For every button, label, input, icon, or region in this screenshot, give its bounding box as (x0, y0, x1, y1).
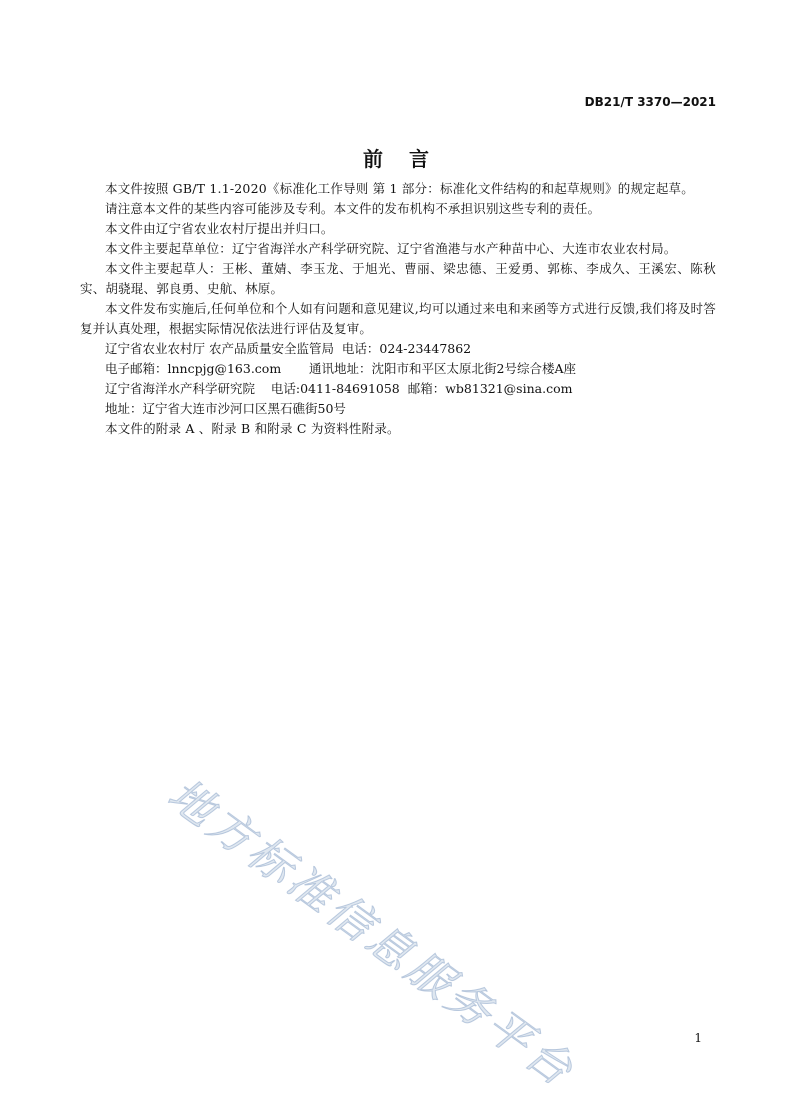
contact-line-email-address: 电子邮箱：lnncpjg@163.com 通讯地址：沈阳市和平区太原北街2号综合楼A座 (105, 361, 576, 376)
contact-line-department: 辽宁省农业农村厅 农产品质量安全监管局 电话：024-23447862 (105, 341, 472, 356)
standard-code: DB21/T 3370—2021 (584, 95, 716, 109)
paragraph-feedback: 本文件发布实施后,任何单位和个人如有问题和意见建议,均可以通过来电和来函等方式进行反馈,我们将及时答复并认真处理，根据实际情况依法进行评估及复审。 (80, 301, 716, 336)
paragraph-patent-notice: 请注意本文件的某些内容可能涉及专利。本文件的发布机构不承担识别这些专利的责任。 (105, 201, 601, 216)
contact-line-institute-address: 地址：辽宁省大连市沙河口区黑石礁街50号 (105, 401, 346, 416)
foreword-content (80, 179, 716, 439)
contact-line-institute: 辽宁省海洋水产科学研究院 电话:0411-84691058 邮箱：wb81321@sina.com (105, 381, 573, 396)
paragraph-drafting-basis: 本文件按照 GB/T 1.1-2020《标准化工作导则 第 1 部分：标准化文件结构的和起草规则》的规定起草。 (105, 181, 694, 196)
paragraph-appendix-note: 本文件的附录 A 、附录 B 和附录 C 为资料性附录。 (105, 421, 400, 436)
paragraph-drafters: 本文件主要起草人：王彬、董婧、李玉龙、于旭光、曹丽、梁忠德、王爱勇、郭栋、李成久、王溪宏、陈秋实、胡骁琨、郭良勇、史航、林原。 (80, 261, 716, 296)
page-title: 前言 (363, 147, 455, 171)
page-number: 1 (694, 1031, 702, 1045)
watermark: 地方标准信息服务平台 (158, 768, 585, 1099)
paragraph-drafting-units: 本文件主要起草单位：辽宁省海洋水产科学研究院、辽宁省渔港与水产种苗中心、大连市农业农村局。 (105, 241, 677, 256)
paragraph-proposer: 本文件由辽宁省农业农村厅提出并归口。 (105, 221, 334, 236)
